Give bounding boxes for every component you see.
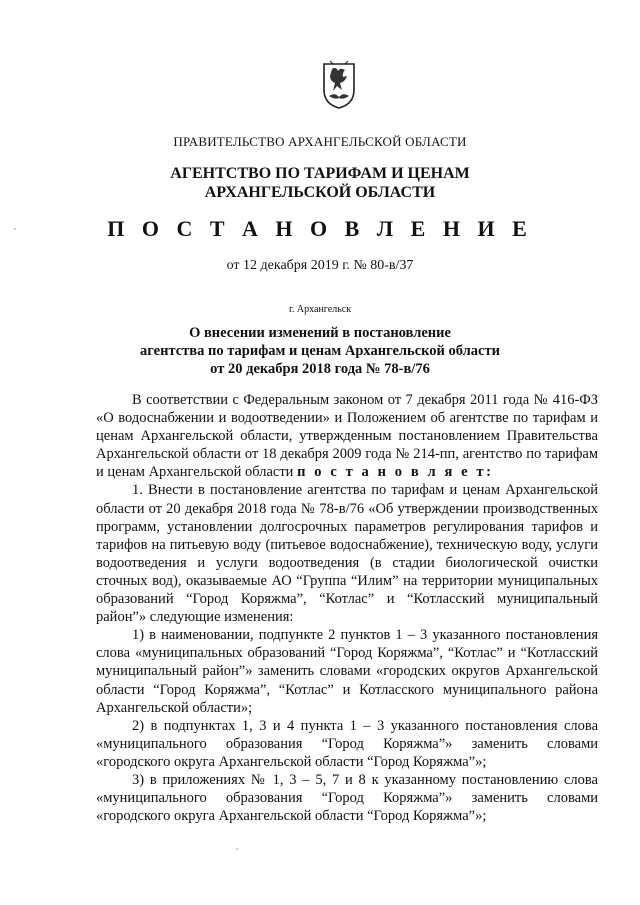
document-city: г. Архангельск	[288, 304, 352, 315]
document-date-number: от 12 декабря 2019 г. № 80-в/37	[226, 258, 414, 273]
scan-speck	[14, 228, 16, 230]
subitem-1-paragraph: 1) в наименовании, подпункте 2 пунктов 1 – 3 указанного постановления слова «муниципальных образований “Город Коряжма”, “Котлас” и “Котласский муниципальный район”» заменить словами «городских округов Архангельской области “Город Коряжма”, “Котлас” и Котласского муниципального района Архангельской области»;	[96, 627, 598, 716]
subject-line2: агентства по тарифам и ценам Архангельской области	[140, 343, 500, 359]
government-title: ПРАВИТЕЛЬСТВО АРХАНГЕЛЬСКОЙ ОБЛАСТИ	[173, 134, 467, 149]
subitem-3-paragraph: 3) в приложениях № 1, 3 – 5, 7 и 8 к указанному постановлению слова «муниципального образования “Город Коряжма”» заменить словами «городского округа Архангельской области “Город Коряжма”»;	[96, 771, 598, 825]
document-body	[96, 391, 598, 825]
coat-of-arms-icon	[321, 60, 357, 110]
item-1-paragraph: 1. Внести в постановление агентства по тарифам и ценам Архангельской области от 20 декабря 2018 года № 78-в/76 «Об утверждении производственных программ, установлении долгосрочных параметров регулирования тарифов и тарифов на питьевую воду (питьевое водоснабжение), техническую воду, услуги водоотведения и услуги водоотведения (в стадии биологической очистки сточных вод), оказываемые АО “Группа “Илим” на территории муниципальных образований “Город Коряжма”, “Котлас” и “Котласский муниципальный район”» следующие изменения:	[96, 482, 598, 626]
subject-line3: от 20 декабря 2018 года № 78-в/76	[210, 361, 430, 377]
document-type: П О С Т А Н О В Л Е Н И Е	[107, 216, 533, 241]
resolves-text: п о с т а н о в л я е т:	[297, 464, 494, 481]
document-subject	[0, 324, 640, 378]
agency-title-line1: АГЕНТСТВО ПО ТАРИФАМ И ЦЕНАМ	[170, 165, 470, 182]
scan-speck	[236, 848, 238, 850]
subitem-2-paragraph: 2) в подпунктах 1, 3 и 4 пункта 1 – 3 указанного постановления слова «муниципального образования “Город Коряжма”» заменить словами «городского округа Архангельской области “Город Коряжма”»;	[96, 717, 598, 770]
agency-title	[0, 164, 640, 202]
intro-text: В соответствии с Федеральным законом от 7 декабря 2011 года № 416-ФЗ «О водоснабжении и водоотведении» и Положением об агентстве по тарифам и ценам Архангельской области, утвержденным постановлением Правительства Архангельской области от 18 декабря 2009 года № 214-пп, агентство по тарифам и ценам Архангельской области	[96, 392, 598, 481]
agency-title-line2: АРХАНГЕЛЬСКОЙ ОБЛАСТИ	[204, 184, 436, 201]
subject-line1: О внесении изменений в постановление	[189, 325, 451, 341]
intro-paragraph	[96, 391, 598, 481]
